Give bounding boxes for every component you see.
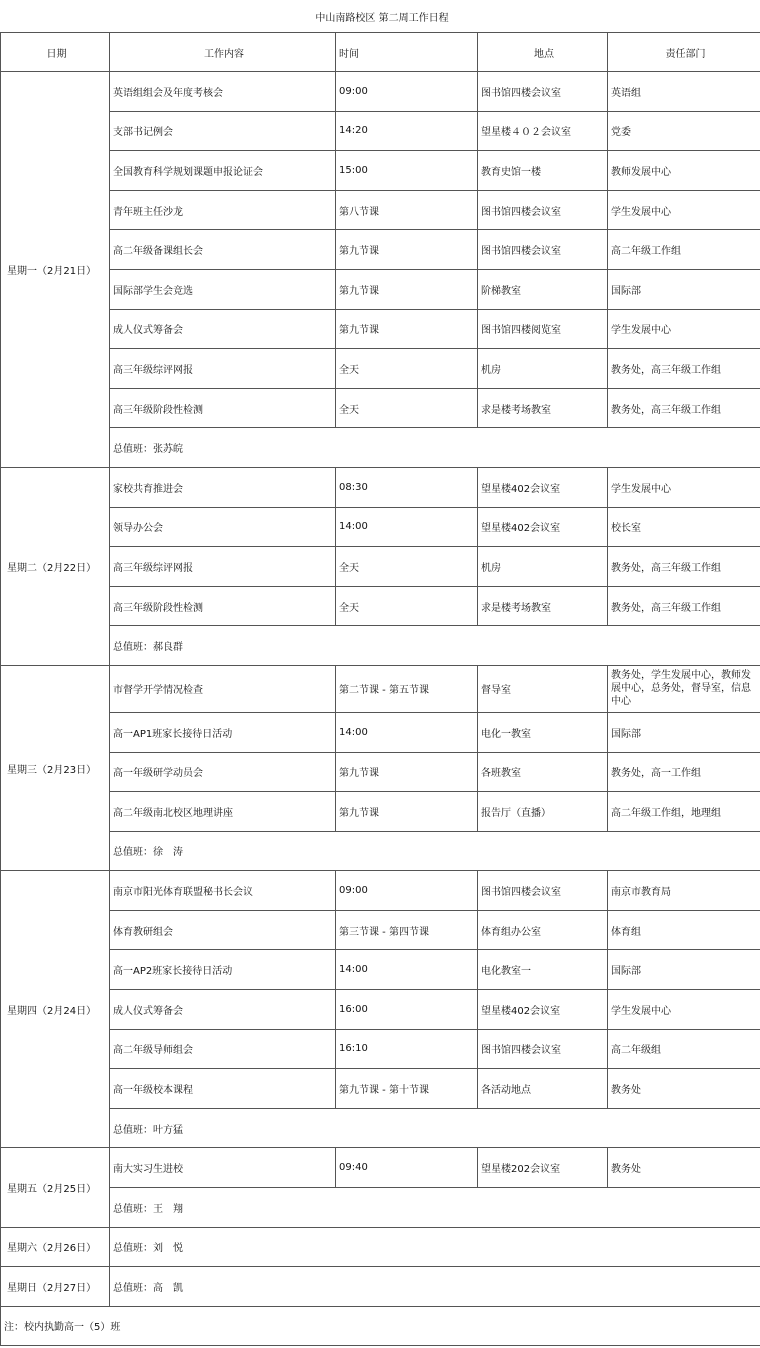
cell-time: 第九节课 - 第十节课	[336, 1069, 478, 1109]
cell-time: 14:00	[336, 712, 478, 752]
note-row	[1, 1306, 760, 1345]
cell-place: 体育组办公室	[478, 910, 608, 950]
cell-dept: 国际部	[608, 712, 760, 752]
cell-time: 第二节课 - 第五节课	[336, 665, 478, 712]
day-label: 星期日（2月27日）	[1, 1267, 110, 1307]
day-label: 星期五（2月25日）	[1, 1148, 110, 1227]
cell-content: 成人仪式筹备会	[110, 990, 336, 1030]
cell-time: 14:00	[336, 950, 478, 990]
cell-place: 望星楼４０２会议室	[478, 111, 608, 151]
cell-content: 南京市阳光体育联盟秘书长会议	[110, 871, 336, 911]
cell-dept: 党委	[608, 111, 760, 151]
cell-content: 高三年级综评网报	[110, 349, 336, 389]
table-row	[1, 752, 760, 792]
cell-dept: 国际部	[608, 950, 760, 990]
cell-dept: 教务处	[608, 1148, 760, 1188]
cell-content: 国际部学生会竞选	[110, 269, 336, 309]
day-label: 星期三（2月23日）	[1, 665, 110, 870]
cell-time: 第三节课 - 第四节课	[336, 910, 478, 950]
cell-dept: 学生发展中心	[608, 467, 760, 507]
cell-dept: 英语组	[608, 72, 760, 112]
cell-dept: 高二年级工作组	[608, 230, 760, 270]
day-label: 星期二（2月22日）	[1, 467, 110, 665]
cell-place: 图书馆四楼会议室	[478, 230, 608, 270]
cell-content: 高三年级阶段性检测	[110, 388, 336, 428]
table-row	[1, 111, 760, 151]
header-place: 地点	[478, 33, 608, 72]
table-row	[1, 1148, 760, 1188]
cell-dept: 教师发展中心	[608, 151, 760, 191]
cell-content: 高三年级综评网报	[110, 547, 336, 587]
cell-content: 英语组组会及年度考核会	[110, 72, 336, 112]
cell-time: 09:00	[336, 72, 478, 112]
duty-row	[1, 1227, 760, 1267]
duty-cell: 总值班：高 凯	[110, 1267, 760, 1307]
cell-time: 08:30	[336, 467, 478, 507]
duty-cell: 总值班：刘 悦	[110, 1227, 760, 1267]
cell-dept: 南京市教育局	[608, 871, 760, 911]
cell-dept: 教务处，高三年级工作组	[608, 388, 760, 428]
cell-place: 机房	[478, 547, 608, 587]
cell-content: 高三年级阶段性检测	[110, 586, 336, 626]
duty-row	[1, 1188, 760, 1228]
table-row	[1, 388, 760, 428]
cell-content: 高二年级南北校区地理讲座	[110, 792, 336, 832]
cell-content: 高一年级研学动员会	[110, 752, 336, 792]
cell-time: 全天	[336, 349, 478, 389]
duty-row	[1, 1108, 760, 1148]
table-row	[1, 507, 760, 547]
cell-time: 全天	[336, 388, 478, 428]
cell-content: 领导办公会	[110, 507, 336, 547]
cell-place: 督导室	[478, 665, 608, 712]
cell-place: 图书馆四楼阅览室	[478, 309, 608, 349]
cell-content: 成人仪式筹备会	[110, 309, 336, 349]
table-row	[1, 72, 760, 112]
cell-place: 阶梯教室	[478, 269, 608, 309]
cell-time: 16:00	[336, 990, 478, 1030]
table-row	[1, 467, 760, 507]
cell-place: 望星楼402会议室	[478, 990, 608, 1030]
cell-time: 14:00	[336, 507, 478, 547]
cell-dept: 学生发展中心	[608, 190, 760, 230]
cell-content: 全国教育科学规划课题申报论证会	[110, 151, 336, 191]
table-row	[1, 1069, 760, 1109]
cell-time: 第九节课	[336, 309, 478, 349]
cell-place: 图书馆四楼会议室	[478, 1029, 608, 1069]
cell-content: 南大实习生进校	[110, 1148, 336, 1188]
cell-dept: 高二年级组	[608, 1029, 760, 1069]
table-row	[1, 792, 760, 832]
table-row	[1, 309, 760, 349]
cell-content: 高二年级导师组会	[110, 1029, 336, 1069]
cell-content: 市督学开学情况检查	[110, 665, 336, 712]
cell-time: 第九节课	[336, 230, 478, 270]
table-row	[1, 1029, 760, 1069]
cell-dept: 学生发展中心	[608, 990, 760, 1030]
duty-cell: 总值班：张苏皖	[110, 428, 760, 468]
table-row	[1, 230, 760, 270]
cell-content: 高一AP2班家长接待日活动	[110, 950, 336, 990]
header-date: 日期	[1, 33, 110, 72]
cell-place: 望星楼402会议室	[478, 507, 608, 547]
cell-dept: 校长室	[608, 507, 760, 547]
cell-dept: 体育组	[608, 910, 760, 950]
duty-row	[1, 626, 760, 666]
duty-cell: 总值班：王 翔	[110, 1188, 760, 1228]
cell-place: 求是楼考场教室	[478, 388, 608, 428]
table-row	[1, 712, 760, 752]
table-row	[1, 151, 760, 191]
cell-place: 图书馆四楼会议室	[478, 871, 608, 911]
cell-place: 各活动地点	[478, 1069, 608, 1109]
table-row	[1, 547, 760, 587]
table-row	[1, 950, 760, 990]
cell-dept: 教务处，高三年级工作组	[608, 586, 760, 626]
cell-content: 支部书记例会	[110, 111, 336, 151]
cell-dept: 国际部	[608, 269, 760, 309]
cell-dept: 教务处，高三年级工作组	[608, 547, 760, 587]
cell-dept: 教务处，高三年级工作组	[608, 349, 760, 389]
cell-place: 求是楼考场教室	[478, 586, 608, 626]
cell-place: 报告厅（直播）	[478, 792, 608, 832]
schedule-body	[1, 0, 760, 1345]
cell-time: 第八节课	[336, 190, 478, 230]
duty-row	[1, 1267, 760, 1307]
duty-row	[1, 831, 760, 871]
cell-place: 图书馆四楼会议室	[478, 190, 608, 230]
duty-cell: 总值班：徐 涛	[110, 831, 760, 871]
cell-time: 全天	[336, 586, 478, 626]
cell-dept: 教务处，学生发展中心，教师发展中心，总务处，督导室，信息中心	[608, 665, 760, 712]
cell-place: 电化一教室	[478, 712, 608, 752]
cell-place: 电化教室一	[478, 950, 608, 990]
duty-row	[1, 428, 760, 468]
cell-time: 全天	[336, 547, 478, 587]
table-row	[1, 190, 760, 230]
cell-content: 体育教研组会	[110, 910, 336, 950]
cell-content: 高一年级校本课程	[110, 1069, 336, 1109]
cell-time: 09:40	[336, 1148, 478, 1188]
cell-content: 青年班主任沙龙	[110, 190, 336, 230]
page-title: 中山南路校区 第二周工作日程	[1, 0, 760, 33]
cell-place: 望星楼202会议室	[478, 1148, 608, 1188]
cell-time: 第九节课	[336, 752, 478, 792]
table-row	[1, 269, 760, 309]
cell-time: 15:00	[336, 151, 478, 191]
cell-dept: 教务处，高一工作组	[608, 752, 760, 792]
cell-time: 第九节课	[336, 792, 478, 832]
cell-dept: 高二年级工作组，地理组	[608, 792, 760, 832]
table-row	[1, 665, 760, 712]
cell-time: 09:00	[336, 871, 478, 911]
cell-dept: 教务处	[608, 1069, 760, 1109]
cell-content: 高二年级备课组长会	[110, 230, 336, 270]
table-row	[1, 990, 760, 1030]
cell-content: 高一AP1班家长接待日活动	[110, 712, 336, 752]
table-row	[1, 586, 760, 626]
duty-cell: 总值班：郝良群	[110, 626, 760, 666]
cell-place: 各班教室	[478, 752, 608, 792]
day-label: 星期一（2月21日）	[1, 72, 110, 468]
cell-place: 图书馆四楼会议室	[478, 72, 608, 112]
header-dept: 责任部门	[608, 33, 760, 72]
table-row	[1, 871, 760, 911]
cell-place: 机房	[478, 349, 608, 389]
cell-time: 14:20	[336, 111, 478, 151]
day-label: 星期四（2月24日）	[1, 871, 110, 1148]
footnote: 注：校内执勤高一（5）班	[1, 1306, 760, 1345]
cell-content: 家校共育推进会	[110, 467, 336, 507]
table-row	[1, 349, 760, 389]
table-row	[1, 910, 760, 950]
cell-time: 第九节课	[336, 269, 478, 309]
cell-place: 望星楼402会议室	[478, 467, 608, 507]
duty-cell: 总值班：叶方猛	[110, 1108, 760, 1148]
day-label: 星期六（2月26日）	[1, 1227, 110, 1267]
header-row	[1, 33, 760, 72]
cell-place: 教育史馆一楼	[478, 151, 608, 191]
cell-time: 16:10	[336, 1029, 478, 1069]
header-time: 时间	[336, 33, 478, 72]
cell-dept: 学生发展中心	[608, 309, 760, 349]
header-content: 工作内容	[110, 33, 336, 72]
title-row	[1, 0, 760, 33]
